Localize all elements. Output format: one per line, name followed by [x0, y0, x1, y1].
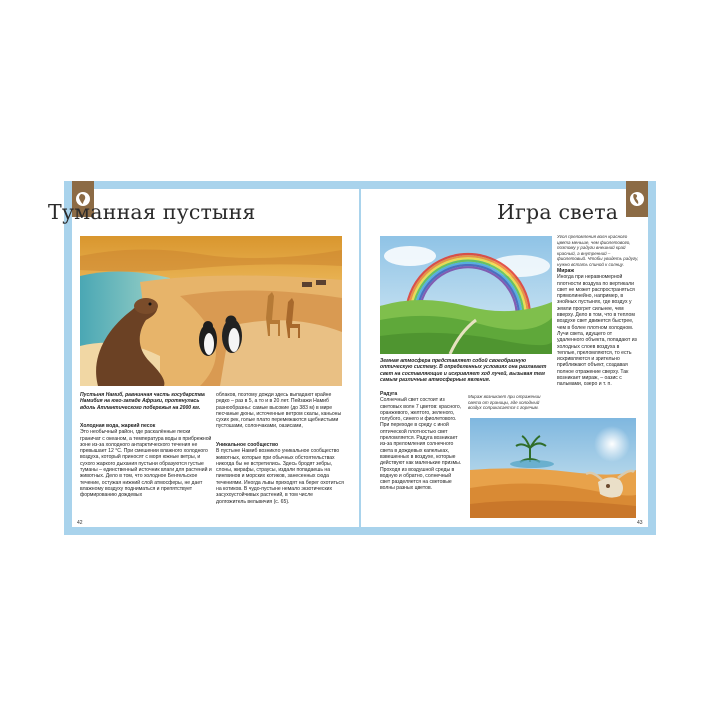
- right-corner-tab: [626, 181, 648, 217]
- left-section2: [216, 442, 344, 505]
- rainbow-angle-note: Угол преломления волн красного цвета меньше, чем фиолетового, поэтому у радуги внешний край красный, а внутренний – фиолетовый. Чтобы увидеть радугу, нужно встать спиной к солнцу.: [557, 234, 639, 267]
- left-page-number: 42: [77, 520, 83, 526]
- rainbow-illustration: [380, 236, 552, 354]
- section2-text: В пустыне Намиб возникло уникальное сообщество животных, которые при обычных обстоятельствах никогда бы не встретились. Здесь бродят зебры, слоны, жирафы, страусы, издали попадаешь на пингвинов и морских котиков, занесенных сюда течениями. Иногда львы приходят на берег охотиться на котиков. В чудо-пустыне немало экзотических засухоустойчивых растений, в том числе долгожитель вельвичия (с. 65).: [216, 448, 344, 505]
- mirage-illustration: [470, 418, 636, 518]
- mirage-text: Иногда при неравномерной плотности воздуха по вертикали свет не может распространяться прямолинейно, например, в знойных пустынях, где воздух у земли прогрет сильнее, чем вверху. Дело в том, что в теплом воздухе свет движется быстрее, чем в более плотном холодном. Лучи света, идущего от удаленного объекта, попадают из холодных слоев воздуха в теплые, преломляются, то есть искривляются и зрительно приближают объект, создавая полное отражение сверху. Так возникает мираж, – оазис с пальмами, озеро и т. п.: [557, 274, 637, 388]
- rainbow-section: [380, 391, 462, 492]
- left-caption: Пустыня Намиб, равнинная часть государства Намибия на юго-западе Африки, протянулась вдоль Атлантического побережья на 2000 км.: [80, 392, 205, 411]
- mirage-note: Мираж возникает при отражении света от границы, где холодный воздух соприкасается с горячим.: [468, 394, 541, 411]
- mirage-heading: Мираж: [557, 268, 574, 274]
- section2-heading: Уникальное сообщество: [216, 442, 279, 448]
- namib-illustration: [80, 236, 342, 386]
- section1-text: Это необычный район, где раскалённые пески граничат с океаном, а температура воды в прибрежной зоне из-за холодного антарктического течения не превышает 12 °С. При смешении влажного холодного воздуха, который приносят с моря южные ветры, и сухого жаркого дыхания пустыни образуются густые туманы – единственный источник влаги для растений и животных. Дело в том, что холодное Бенгельское течение, остужая нижний слой атмосферы, не дает влажному воздуху подниматься и препятствует формированию дождевых: [80, 429, 212, 499]
- section1-heading: Холодная вода, жаркий песок: [80, 423, 156, 429]
- left-column2-text: облаков, поэтому дожди здесь выпадают крайне редко – раз в 5, а то и в 20 лет. Пейзажи Намиб разнообразны: самые высокие (до 383 м) в мире песчаные дюны, источенные ветром скалы, каньоны сухих рек, голые плато перемежаются щебнистыми пустошами, солончаками, оазисами,: [216, 392, 342, 430]
- right-page-number: 43: [637, 520, 643, 526]
- rainbow-text: Солнечный свет состоит из световых волн 7 цветов: красного, оранжевого, желтого, зеленого, голубого, синего и фиолетового. При переходе в среду с иной оптической плотностью свет преломляется. Радуга возникает из-за преломления солнечного света в дождевых капельках, взвешенных в воздухе, которые действуют как маленькие призмы. Проходя из воздушной среды в водную и обратно, солнечный свет разделяется на световые волны разных цветов.: [380, 397, 462, 492]
- mirage-section: [557, 268, 639, 388]
- rainbow-heading: Радуга: [380, 391, 398, 397]
- right-caption: Земная атмосфера представляет собой своеобразную оптическую систему. В определенных условиях она разлагает свет на составляющие и искривляет ход лучей, вызывая тем самым различные атмосферные явления.: [380, 358, 547, 383]
- left-page-title: Туманная пустыня: [48, 200, 256, 224]
- right-page-title: Игра света: [497, 200, 619, 224]
- left-section1: [80, 423, 212, 499]
- globe-americas-icon: [629, 191, 645, 207]
